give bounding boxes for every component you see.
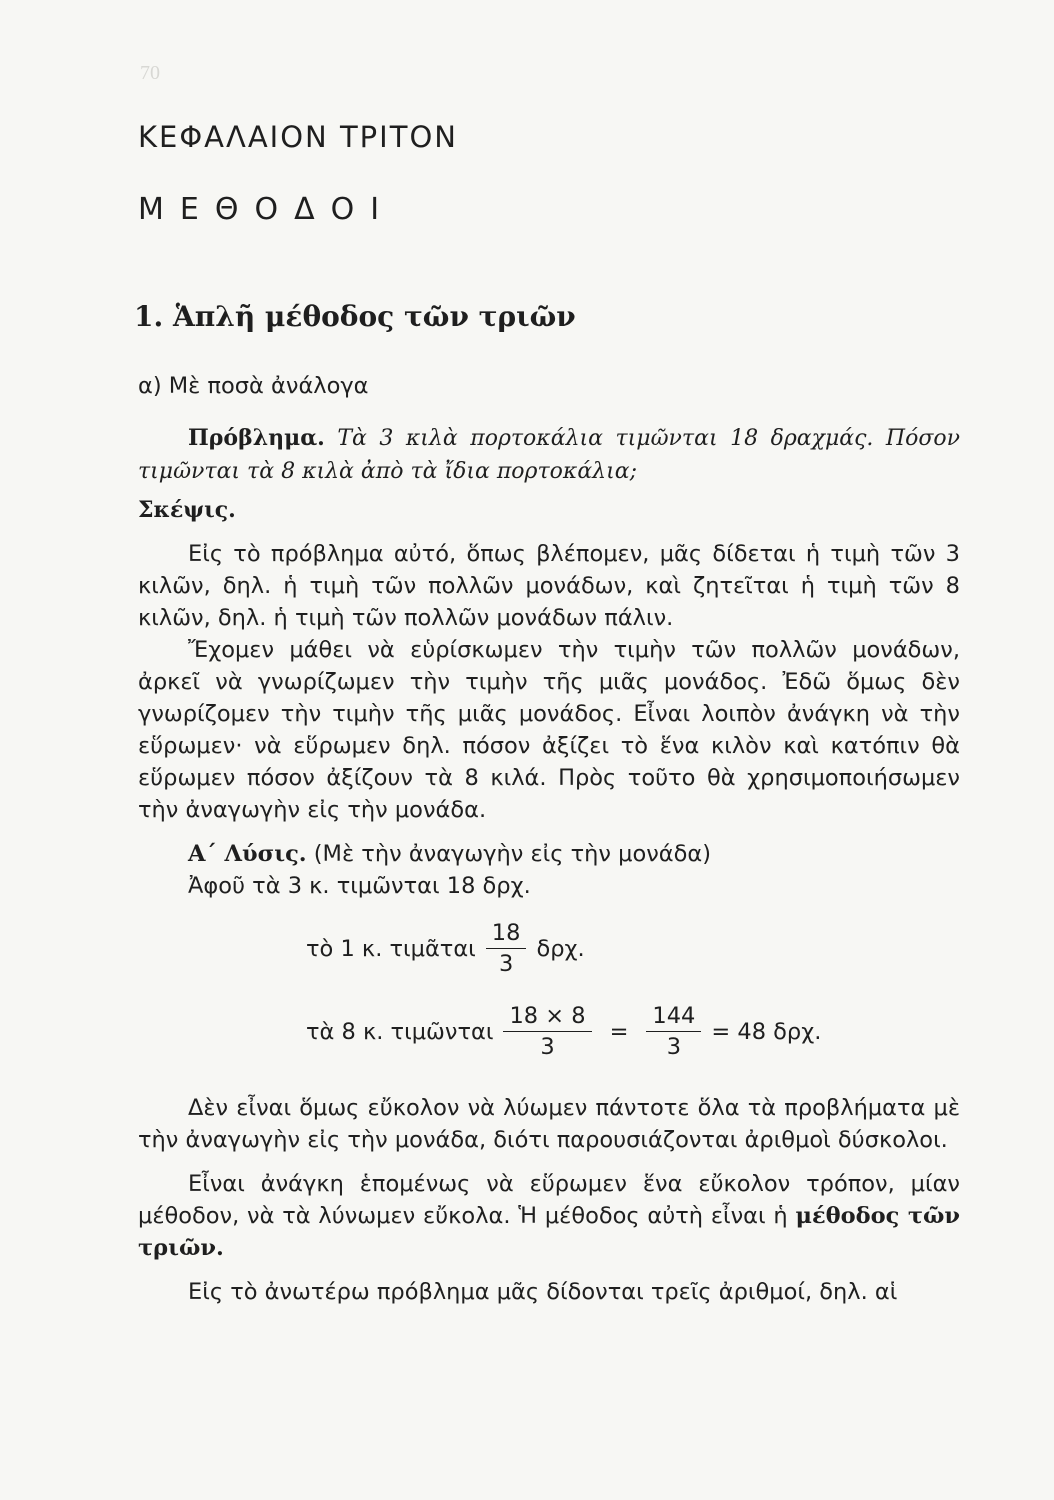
eq2-equals: = <box>609 1018 629 1045</box>
equation-unit-price <box>138 918 960 979</box>
eq1-lhs: τὸ 1 κ. τιμᾶται <box>306 935 476 962</box>
equation-total-price <box>138 1001 960 1062</box>
paragraph-2: Ἔχομεν μάθει νὰ εὑρίσκωμεν τὴν τιμὴν τῶν πολλῶν μονάδων, ἀρκεῖ νὰ γνωρίζωμεν τὴν τιμὴν τῆς μιᾶς μονάδος. Ἐδῶ ὅμως δὲν γνωρίζομεν τὴν τιμὴν τῆς μιᾶς μονάδος. Εἶναι λοιπὸν ἀνάγκη νὰ τὴν εὕρωμεν· νὰ εὕρωμεν δηλ. πόσον ἀξίζει τὸ ἕνα κιλὸν καὶ κατόπιν θὰ εὕρωμεν πόσον ἀξίζουν τὰ 8 κιλά. Πρὸς τοῦτο θὰ χρησιμοποιήσωμεν τὴν ἀναγωγὴν εἰς τὴν μονάδα. <box>138 637 960 823</box>
thinking-label: Σκέψις. <box>138 497 236 523</box>
solution-note: (Μὲ τὴν ἀναγωγὴν εἰς τὴν μονάδα) <box>313 841 712 867</box>
subsection-title: 1. Ἁπλῆ μέθοδος τῶν τριῶν <box>134 300 576 333</box>
eq2-numerator-1: 18 × 8 <box>503 1001 591 1032</box>
eq2-fraction-2 <box>646 1001 701 1062</box>
paragraph-3: Δὲν εἶναι ὅμως εὔκολον νὰ λύωμεν πάντοτε ὅλα τὰ προβλήματα μὲ τὴν ἀναγωγὴν εἰς τὴν μονάδα, διότι παρουσιάζονται ἀριθμοὶ δύσκολοι. <box>138 1095 960 1153</box>
solution-heading <box>138 838 960 870</box>
eq2-lhs: τὰ 8 κ. τιμῶνται <box>306 1018 494 1045</box>
problem-label: Πρόβλημα. <box>188 425 325 451</box>
eq2-fraction-1 <box>503 1001 591 1062</box>
eq2-numerator-2: 144 <box>646 1001 701 1032</box>
page-body <box>138 370 960 1308</box>
eq1-numerator: 18 <box>486 918 527 949</box>
solution-label: Α΄ Λύσις. <box>188 841 307 867</box>
eq1-unit: δρχ. <box>536 935 585 962</box>
eq1-fraction <box>486 918 527 979</box>
case-label: α) Μὲ ποσὰ ἀνάλογα <box>138 373 369 399</box>
section-title: ΜΕΘΟΔΟΙ <box>138 192 396 227</box>
eq1-denominator: 3 <box>498 951 514 977</box>
problem-text: Τὰ 3 κιλὰ πορτοκάλια τιμῶνται 18 δραχμάς. Πόσον τιμῶνται τὰ 8 κιλὰ ἀπὸ τὰ ἴδια πορτοκάλια; <box>138 426 960 484</box>
chapter-title: ΚΕΦΑΛΑΙΟΝ ΤΡΙΤΟΝ <box>138 120 458 154</box>
paragraph-1: Εἰς τὸ πρόβλημα αὐτό, ὅπως βλέπομεν, μᾶς δίδεται ἡ τιμὴ τῶν 3 κιλῶν, δηλ. ἡ τιμὴ τῶν πολλῶν μονάδων, καὶ ζητεῖται ἡ τιμὴ τῶν 8 κιλῶν, δηλ. ἡ τιμὴ τῶν πολλῶν μονάδων πάλιν. <box>138 541 960 631</box>
given-line: Ἀφοῦ τὰ 3 κ. τιμῶνται 18 δρχ. <box>188 873 531 899</box>
paragraph-4 <box>138 1168 960 1264</box>
eq2-result: = 48 δρχ. <box>711 1018 822 1045</box>
paragraph-4-text: Εἶναι ἀνάγκη ἑπομένως νὰ εὕρωμεν ἕνα εὔκολον τρόπον, μίαν μέθοδον, νὰ τὰ λύνωμεν εὔκολα. Ἡ μέθοδος αὐτὴ εἶναι ἡ <box>138 1171 960 1229</box>
problem-statement <box>138 422 960 488</box>
eq2-denominator-1: 3 <box>540 1034 555 1060</box>
paragraph-5: Εἰς τὸ ἀνωτέρω πρόβλημα μᾶς δίδονται τρεῖς ἀριθμοί, δηλ. αἱ <box>188 1279 898 1305</box>
page-number: 70 <box>140 62 160 84</box>
paragraph-4-bold: μέθοδος τῶν τριῶν. <box>138 1203 961 1261</box>
eq2-denominator-2: 3 <box>666 1034 682 1060</box>
